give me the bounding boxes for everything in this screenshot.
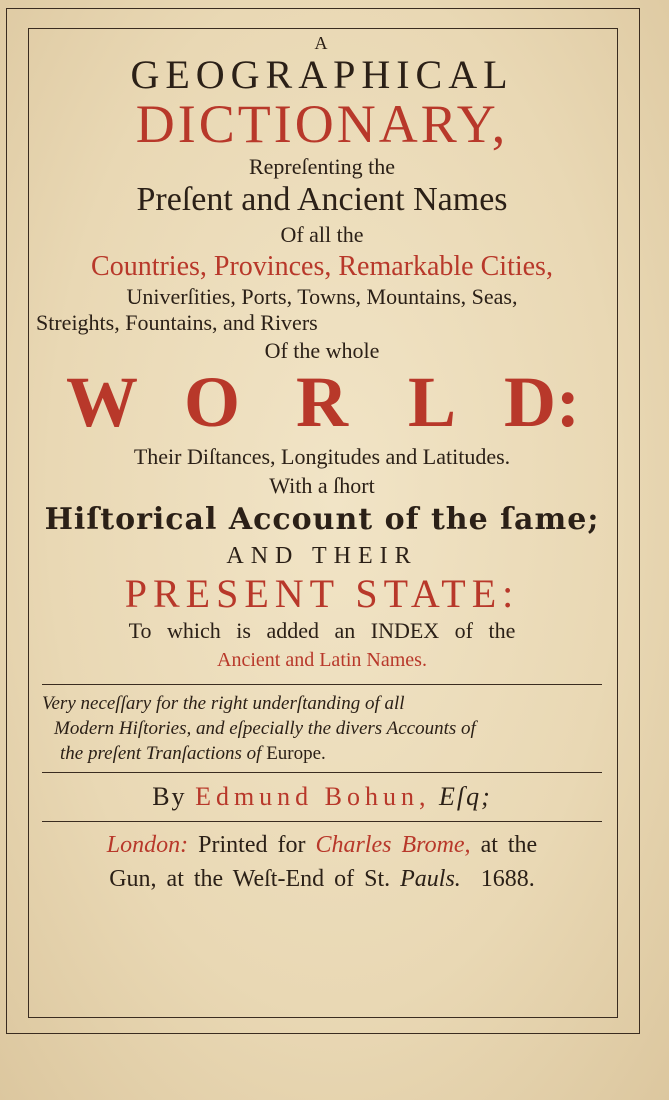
- imprint-line-1: [30, 828, 614, 862]
- title-article: A: [314, 33, 330, 53]
- italic-note: [30, 685, 614, 772]
- imprint-year: 1688.: [480, 866, 535, 892]
- title-world: [30, 362, 614, 442]
- imprint-line-2: [30, 862, 614, 896]
- subtitle-and-their: AND THEIR: [226, 543, 418, 569]
- imprint-printer: Charles Brome,: [315, 832, 471, 858]
- subtitle-index-note: To which is added an INDEX of the: [128, 618, 516, 643]
- italic-line-3-europe: Europe.: [266, 743, 326, 764]
- imprint-at-the: at the: [480, 832, 538, 858]
- world-letter: R: [296, 362, 348, 442]
- subtitle-historical-account: Hiſtorical Account of the ſame;: [44, 502, 600, 537]
- subtitle-universities: Univerſities, Ports, Towns, Mountains, Seas,: [126, 284, 518, 309]
- divider-rule: [42, 821, 602, 822]
- world-letter: W: [66, 362, 138, 442]
- author-suffix: Eſq;: [439, 782, 492, 811]
- world-letter: L: [407, 362, 457, 442]
- subtitle-countries: Countries, Provinces, Remarkable Cities,: [91, 251, 553, 282]
- author-name: Edmund Bohun,: [195, 782, 431, 811]
- world-letter: D:: [504, 362, 580, 442]
- title-present-state: PRESENT STATE:: [124, 571, 520, 616]
- italic-line-2: Modern Hiſtories, and eſpecially the divers Accounts of: [54, 718, 476, 739]
- subtitle-with-short: With a ſhort: [269, 473, 375, 498]
- title-dictionary: DICTIONARY,: [135, 94, 509, 154]
- world-letter: O: [183, 362, 240, 442]
- italic-line-3: [42, 741, 610, 766]
- subtitle-present-ancient: Preſent and Ancient Names: [136, 181, 508, 218]
- subtitle-representing: Repreſenting the: [248, 154, 395, 179]
- subtitle-streights: Streights, Fountains, and Rivers: [36, 310, 318, 335]
- subtitle-of-whole: Of the whole: [264, 338, 380, 363]
- imprint-london: London:: [106, 832, 189, 858]
- imprint-pauls: Pauls.: [400, 866, 461, 892]
- title-geographical: GEOGRAPHICAL: [130, 52, 514, 97]
- imprint-printed: Printed for: [198, 832, 306, 858]
- author-by: By: [152, 782, 187, 811]
- subtitle-ancient-latin: Ancient and Latin Names.: [217, 649, 427, 671]
- title-text-block: [30, 30, 614, 896]
- italic-line-1: Very neceſſary for the right underſtanding of all: [42, 693, 405, 714]
- subtitle-of-all: Of all the: [280, 222, 364, 247]
- imprint-address: Gun, at the Weſt-End of St.: [109, 866, 391, 892]
- author-line: [30, 773, 614, 821]
- subtitle-distances: Their Diſtances, Longitudes and Latitudes.: [133, 444, 511, 469]
- italic-line-3-text: the preſent Tranſactions of: [60, 743, 262, 764]
